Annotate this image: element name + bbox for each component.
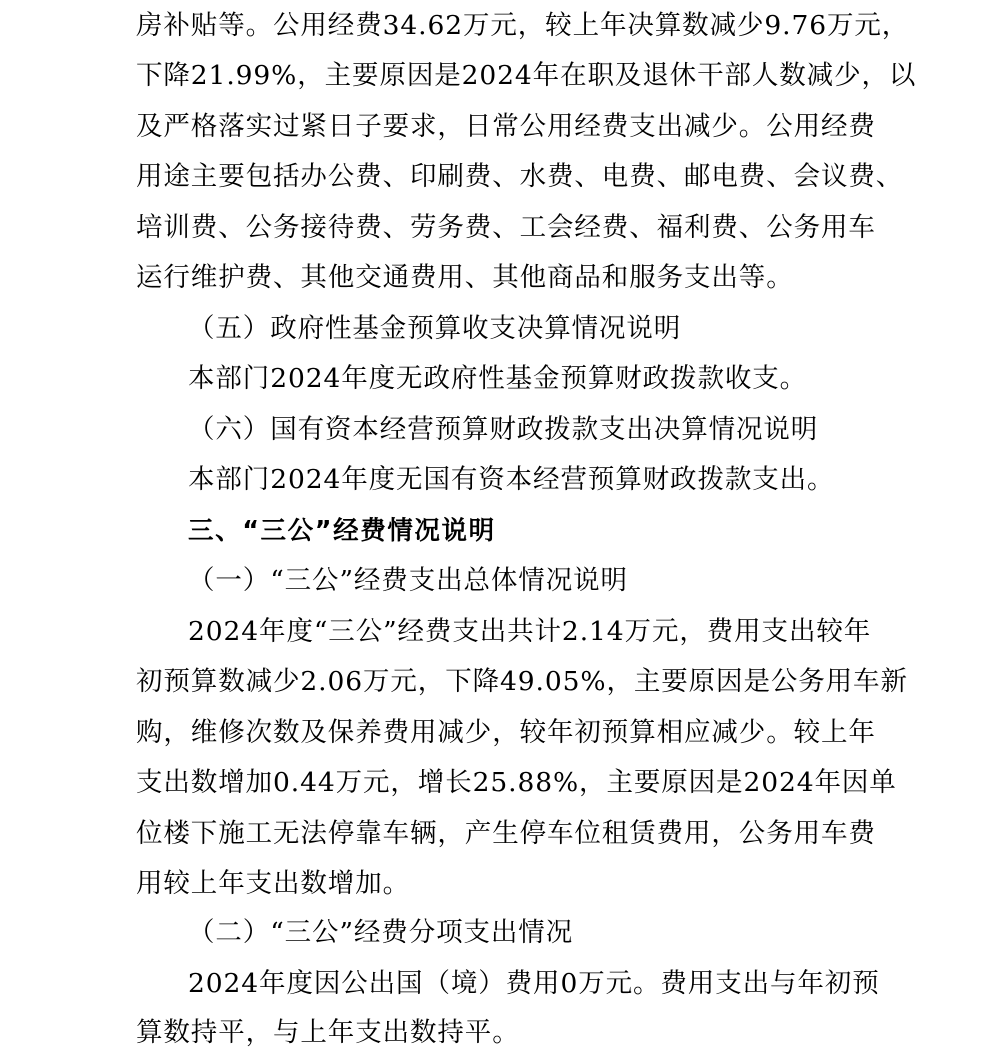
paragraph-line: 用较上年支出数增加。: [136, 868, 410, 899]
paragraph-line: 算数持平，与上年支出数持平。: [136, 1017, 520, 1048]
paragraph-line: 购，维修次数及保养费用减少，较年初预算相应减少。较上年: [136, 717, 876, 748]
paragraph-line: 本部门2024年度无政府性基金预算财政拨款收支。: [188, 363, 808, 394]
paragraph-line: 支出数增加0.44万元，增长25.88%，主要原因是2024年因单: [136, 767, 897, 798]
paragraph-line: 及严格落实过紧日子要求，日常公用经费支出减少。公用经费: [136, 111, 876, 142]
paragraph-line: 房补贴等。公用经费34.62万元，较上年决算数减少9.76万元，: [136, 10, 910, 41]
paragraph-line: 位楼下施工无法停靠车辆，产生停车位租赁费用，公务用车费: [136, 818, 876, 849]
section-heading-2: （二）“三公”经费分项支出情况: [188, 917, 574, 948]
section-heading-1: （一）“三公”经费支出总体情况说明: [188, 565, 628, 596]
paragraph-line: 培训费、公务接待费、劳务费、工会经费、福利费、公务用车: [136, 212, 876, 243]
paragraph-line: 运行维护费、其他交通费用、其他商品和服务支出等。: [136, 262, 794, 293]
paragraph-line: 用途主要包括办公费、印刷费、水费、电费、邮电费、会议费、: [136, 161, 904, 192]
section-heading-5: （五）政府性基金预算收支决算情况说明: [188, 313, 682, 344]
paragraph-line: 下降21.99%，主要原因是2024年在职及退休干部人数减少，以: [136, 60, 917, 91]
paragraph-line: 2024年度因公出国（境）费用0万元。费用支出与年初预: [188, 968, 880, 999]
chapter-heading-3: 三、“三公”经费情况说明: [188, 516, 496, 546]
section-heading-6: （六）国有资本经营预算财政拨款支出决算情况说明: [188, 414, 819, 445]
paragraph-line: 2024年度“三公”经费支出共计2.14万元，费用支出较年: [188, 616, 872, 647]
paragraph-line: 初预算数减少2.06万元，下降49.05%，主要原因是公务用车新: [136, 666, 908, 697]
paragraph-line: 本部门2024年度无国有资本经营预算财政拨款支出。: [188, 464, 835, 495]
